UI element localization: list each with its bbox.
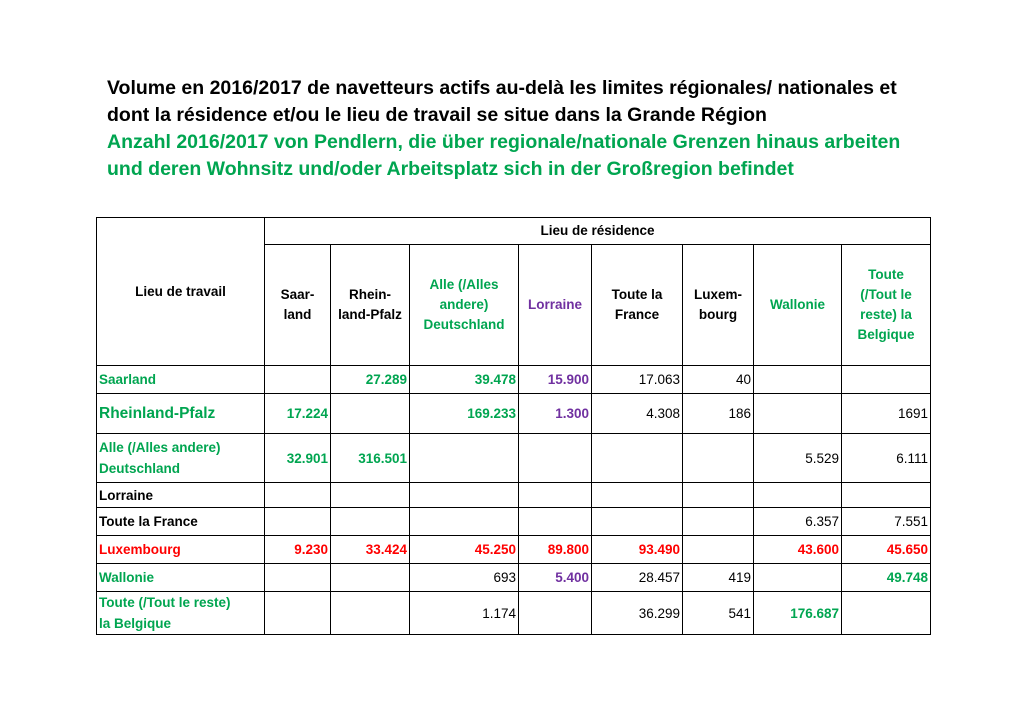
column-header: Rhein- land-Pfalz [331, 245, 410, 366]
row-label: Rheinland-Pfalz [97, 394, 265, 434]
table-cell [265, 508, 331, 536]
table-cell: 5.529 [754, 434, 842, 483]
table-cell [754, 394, 842, 434]
table-row [97, 394, 931, 434]
table-cell [842, 366, 931, 394]
table-cell: 27.289 [331, 366, 410, 394]
table-cell [265, 483, 331, 508]
table-cell: 316.501 [331, 434, 410, 483]
table-cell: 693 [410, 564, 519, 592]
table-cell [410, 483, 519, 508]
table-cell: 1.300 [519, 394, 592, 434]
row-label: Wallonie [97, 564, 265, 592]
table-cell: 17.224 [265, 394, 331, 434]
title-de-line-1: Anzahl 2016/2017 von Pendlern, die über regionale/nationale Grenzen hinaus arbeiten [107, 131, 901, 153]
table-cell [331, 564, 410, 592]
table-cell: 1691 [842, 394, 931, 434]
row-label: Alle (/Alles andere) Deutschland [97, 434, 265, 483]
title-fr-line-2: dont la résidence et/ou le lieu de travail se situe dans la Grande Région [107, 104, 767, 126]
table-cell: 89.800 [519, 536, 592, 564]
table-cell: 7.551 [842, 508, 931, 536]
table-cell [331, 483, 410, 508]
table-cell: 186 [683, 394, 754, 434]
title-fr-line-1: Volume en 2016/2017 de navetteurs actifs au-delà les limites régionales/ nationales et [107, 77, 897, 99]
table-cell: 9.230 [265, 536, 331, 564]
row-label: Toute (/Tout le reste) la Belgique [97, 592, 265, 635]
table-cell [683, 536, 754, 564]
table-cell [754, 483, 842, 508]
table-cell: 33.424 [331, 536, 410, 564]
column-header: Toute (/Tout le reste) la Belgique [842, 245, 931, 366]
table-cell: 40 [683, 366, 754, 394]
table-cell: 419 [683, 564, 754, 592]
table-cell: 15.900 [519, 366, 592, 394]
row-label: Toute la France [97, 508, 265, 536]
table-cell [754, 366, 842, 394]
page-title [107, 75, 967, 183]
table-cell: 93.490 [592, 536, 683, 564]
corner-header: Lieu de travail [97, 218, 265, 366]
table-cell: 176.687 [754, 592, 842, 635]
table-cell: 6.111 [842, 434, 931, 483]
column-header: Luxem- bourg [683, 245, 754, 366]
table-cell [519, 483, 592, 508]
table-cell: 28.457 [592, 564, 683, 592]
table-cell: 1.174 [410, 592, 519, 635]
table-cell: 45.650 [842, 536, 931, 564]
table-cell: 36.299 [592, 592, 683, 635]
title-de-line-2: und deren Wohnsitz und/oder Arbeitsplatz sich in der Großregion befindet [107, 158, 794, 180]
table-cell [265, 592, 331, 635]
table-cell: 6.357 [754, 508, 842, 536]
table-cell: 45.250 [410, 536, 519, 564]
column-header: Wallonie [754, 245, 842, 366]
table-row [97, 564, 931, 592]
table-cell [331, 592, 410, 635]
table-cell [519, 508, 592, 536]
table-row [97, 536, 931, 564]
table-cell [265, 366, 331, 394]
residence-header: Lieu de résidence [265, 218, 931, 245]
table-cell [683, 508, 754, 536]
table-row [97, 434, 931, 483]
table-cell: 5.400 [519, 564, 592, 592]
table-row [97, 592, 931, 635]
table-cell: 541 [683, 592, 754, 635]
column-header: Saar- land [265, 245, 331, 366]
table-cell: 17.063 [592, 366, 683, 394]
table-cell [265, 564, 331, 592]
table-cell: 4.308 [592, 394, 683, 434]
table-cell [842, 483, 931, 508]
column-header: Alle (/Alles andere) Deutschland [410, 245, 519, 366]
row-label: Luxembourg [97, 536, 265, 564]
table-cell [592, 508, 683, 536]
table-cell: 169.233 [410, 394, 519, 434]
table-cell: 32.901 [265, 434, 331, 483]
row-label: Saarland [97, 366, 265, 394]
table-cell: 39.478 [410, 366, 519, 394]
row-label: Lorraine [97, 483, 265, 508]
table-cell [331, 508, 410, 536]
table-row [97, 508, 931, 536]
table-cell: 43.600 [754, 536, 842, 564]
table-cell [592, 434, 683, 483]
table-row [97, 483, 931, 508]
table-cell [410, 434, 519, 483]
commuter-table [96, 217, 931, 635]
table-cell: 49.748 [842, 564, 931, 592]
table-cell [592, 483, 683, 508]
column-header: Lorraine [519, 245, 592, 366]
table-cell [410, 508, 519, 536]
table-cell [331, 394, 410, 434]
table-cell [519, 434, 592, 483]
column-header: Toute la France [592, 245, 683, 366]
table-cell [754, 564, 842, 592]
table-cell [519, 592, 592, 635]
table-row [97, 366, 931, 394]
table-cell [683, 483, 754, 508]
table-cell [683, 434, 754, 483]
table-cell [842, 592, 931, 635]
